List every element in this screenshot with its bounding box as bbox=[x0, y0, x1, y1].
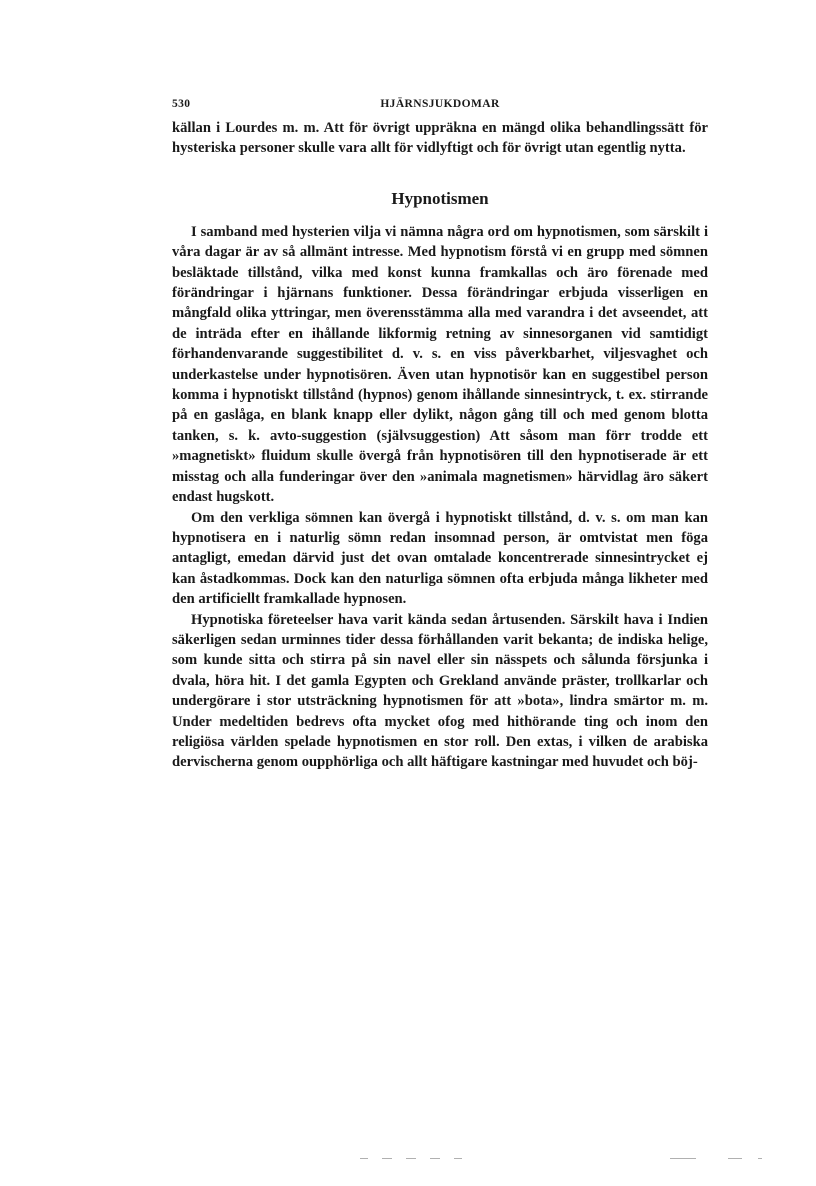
page-number: 530 bbox=[172, 98, 191, 110]
scan-mark bbox=[728, 1158, 742, 1159]
book-page bbox=[172, 94, 708, 773]
scan-mark bbox=[758, 1158, 762, 1159]
intro-paragraph: källan i Lourdes m. m. Att för övrigt uppräkna en mängd olika behandlingssätt för hysteriska personer skulle vara allt för vidlyftigt och för övrigt utan egentlig nytta. bbox=[172, 120, 708, 157]
scan-mark bbox=[360, 1158, 368, 1159]
running-header bbox=[172, 94, 708, 114]
scan-mark bbox=[382, 1158, 392, 1159]
scan-mark bbox=[406, 1158, 416, 1159]
paragraph-hypnotism-definition: I samband med hysterien vilja vi nämna några ord om hypnotismen, som särskilt i våra dagar är av så allmänt intresse. Med hypnotism förstå vi en grupp med sömnen besläktade tillstånd, vilka med konst kunna framkallas och äro förenade med förändringar i hjärnans funktioner. Dessa förändringar erbjuda visserligen en mångfald olika yttringar, men överensstämma alla med varandra i det avseendet, att de inträda efter en ihållande likformig retning av sinnesorganen vid samtidigt förhandenvarande suggestibilitet d. v. s. en viss påverkbarhet, viljesvaghet och underkastelse under hypnotisören. Även utan hypnotisör kan en suggestibel person komma i hypnotiskt tillstånd (hypnos) genom ihållande sinnesintryck, t. ex. stirrande på en gaslåga, en blank knapp eller dylikt, någon gång till och med genom blotta tanken, s. k. avto-suggestion (självsuggestion) Att såsom man förr trodde ett »magnetiskt» fluidum skulle övergå från hypnotisören till den hypnotiserade är ett misstag och alla funderingar över den »animala magnetismen» härvidlag äro säkert endast hugskott. bbox=[172, 223, 708, 506]
scan-mark bbox=[430, 1158, 440, 1159]
scan-mark bbox=[454, 1158, 462, 1159]
paragraph-sleep-and-hypnosis: Om den verkliga sömnen kan övergå i hypnotiskt tillstånd, d. v. s. om man kan hypnotisera en i naturlig sömn redan insomnad person, är omtvistat men föga antagligt, emedan därvid just det ovan omtalade koncentrerade sinnesintrycket ej kan åstadkommas. Dock kan den naturliga sömnen ofta erbjuda många likheter med den artificiellt framkallade hypnosen. bbox=[172, 509, 708, 608]
running-title: HJÄRNSJUKDOMAR bbox=[380, 98, 500, 110]
scan-artifact-marks bbox=[360, 1158, 770, 1160]
paragraph-history: Hypnotiska företeelser hava varit kända sedan årtusenden. Särskilt hava i Indien säkerligen sedan urminnes tider dessa förhållanden varit bekanta; de indiska helige, som kunde sitta och stirra på sin navel eller sin nässpets och sålunda försjunka i dvala, höra hit. I det gamla Egypten och Grekland använde präster, trollkarlar och undergörare i stor utsträckning hypnotismen för att »bota», lindra smärtor m. m. Under medeltiden bedrevs ofta mycket ofog med hithörande ting och inom den religiösa världen spelade hypnotismen en stor roll. Den extas, i vilken de arabiska dervischerna genom oupphörliga och allt häftigare kastningar med huvudet och böj- bbox=[172, 611, 708, 771]
section-heading: Hypnotismen bbox=[391, 188, 489, 208]
scan-mark bbox=[670, 1158, 696, 1159]
